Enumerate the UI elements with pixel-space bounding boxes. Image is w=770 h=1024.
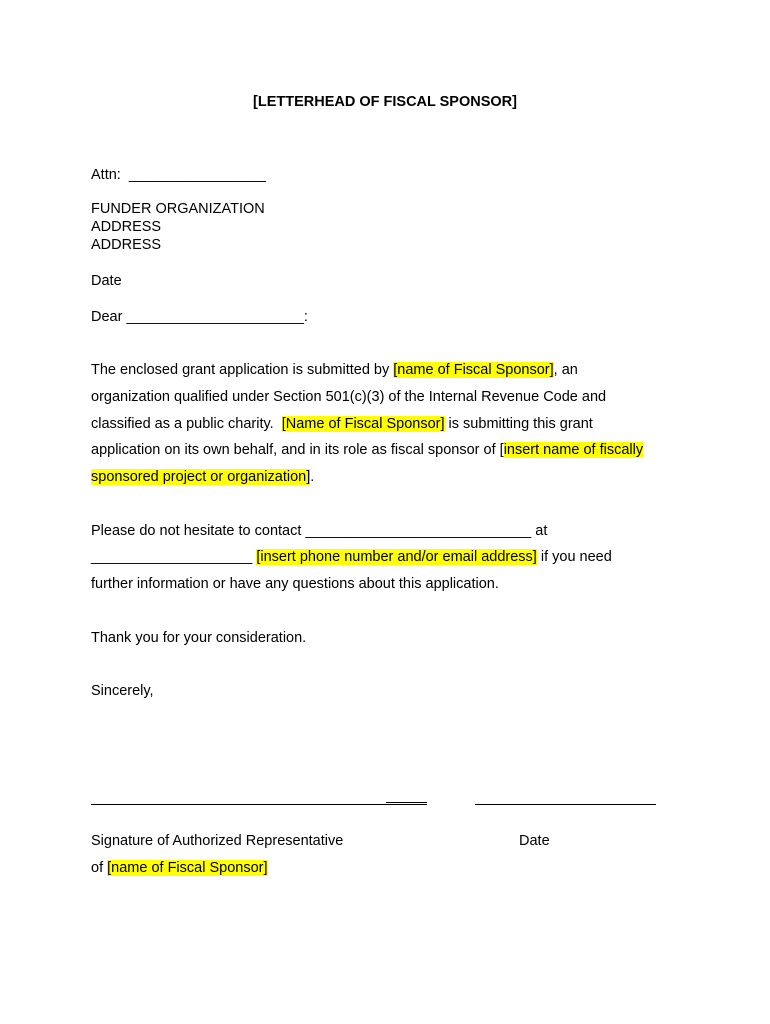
dear-label: Dear [91, 309, 123, 325]
para1-line1 [91, 361, 578, 379]
contact-blank: ____________________________ [305, 523, 532, 539]
address-line-2: ADDRESS [91, 219, 162, 235]
para2-text: if you need [536, 549, 612, 565]
date-label: Date [91, 273, 122, 289]
para1-line3 [91, 415, 593, 433]
para2-line1 [91, 522, 547, 540]
thanks-line: Thank you for your consideration. [91, 630, 307, 646]
para2-text: at [531, 523, 548, 539]
of-label: of [91, 860, 108, 876]
para1-line4 [91, 441, 643, 459]
address-line-1: FUNDER ORGANIZATION [91, 201, 265, 217]
dear-colon: : [303, 309, 308, 325]
para2-text: Please do not hesitate to contact [91, 523, 306, 539]
placeholder-fiscal-sponsor: [Name of Fiscal Sponsor] [281, 416, 445, 432]
para1-line5 [91, 468, 314, 486]
para1-text: The enclosed grant application is submitted by [91, 362, 394, 378]
para1-text: is submitting this grant [444, 416, 593, 432]
placeholder-project-name: sponsored project or organization] [91, 469, 311, 485]
para1-text: , an [553, 362, 578, 378]
letterhead-title: [LETTERHEAD OF FISCAL SPONSOR] [253, 94, 517, 110]
signature-date-line [475, 804, 656, 805]
signature-date-label: Date [519, 833, 550, 849]
salutation-line [91, 308, 308, 326]
para1-text: classified as a public charity. [91, 416, 282, 432]
para2-line3: further information or have any questions about this application. [91, 576, 499, 592]
attn-line [91, 166, 266, 184]
contact-name-blank: ____________________ [91, 549, 253, 565]
para1-text: . [310, 469, 315, 485]
attn-label: Attn: [91, 167, 121, 183]
placeholder-phone-email: [insert phone number and/or email address] [256, 549, 537, 565]
signature-label: Signature of Authorized Representative [91, 833, 344, 849]
address-line-3: ADDRESS [91, 237, 162, 253]
of-sponsor-line [91, 859, 268, 877]
para2-line2 [91, 548, 612, 566]
placeholder-project-name: insert name of fiscally [503, 442, 644, 458]
placeholder-fiscal-sponsor: [name of Fiscal Sponsor] [393, 362, 554, 378]
dear-blank: ______________________ [126, 309, 304, 325]
closing-line: Sincerely, [91, 683, 154, 699]
signature-line-overlap [386, 802, 427, 803]
placeholder-fiscal-sponsor: [name of Fiscal Sponsor] [107, 860, 268, 876]
para1-line2: organization qualified under Section 501(c)(3) of the Internal Revenue Code and [91, 389, 607, 405]
para1-text: application on its own behalf, and in its role as fiscal sponsor of [ [91, 442, 504, 458]
attn-blank: _________________ [128, 167, 266, 183]
signature-line [91, 804, 427, 805]
